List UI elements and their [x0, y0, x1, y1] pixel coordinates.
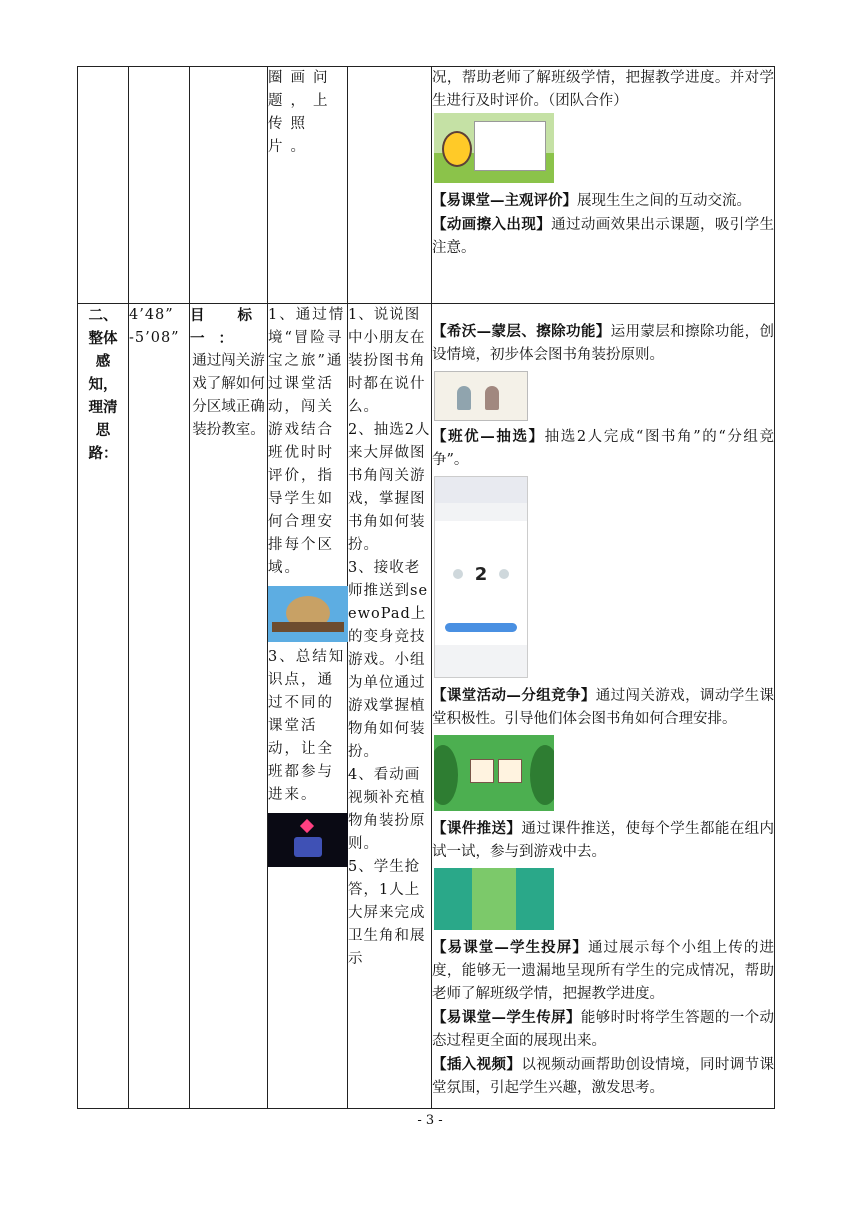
note-item: 【班优—抽选】抽选2人完成“图书角”的“分组竞争”。: [432, 428, 775, 468]
student-activity-item: 3、接收老师推送到seewoPad上的变身竞技游戏。小组为单位通过游戏掌握植物角如何装扮。: [348, 560, 429, 760]
stage-line: 感: [95, 353, 111, 370]
teacher-activity-3: 3、总结知识点，通过不同的课堂活动，让全班都参与进来。: [268, 649, 346, 803]
goal-title: 目 标一：: [190, 307, 267, 347]
note-item: 【易课堂—主观评价】展现生生之间的互动交流。: [432, 192, 751, 209]
random-pick-screenshot: [434, 476, 528, 678]
jungle-game-image: [434, 735, 554, 811]
activity-tail-text: 圈画问题，上传照片。: [268, 70, 336, 155]
design-notes-cell: [432, 304, 775, 1109]
teacher-activity-1: 1、通过情境“冒险寻宝之旅”通过课堂活动，闯关游戏结合班优时时评价，指导学生如何合理安排每个区域。: [268, 307, 346, 576]
page-number: - 3 -: [417, 1113, 443, 1128]
comic-scene-image: [434, 371, 528, 421]
treasure-map-image: [268, 586, 348, 642]
goal-cell: [190, 67, 268, 304]
teacher-activity-cell: [268, 67, 348, 304]
time-range: 4’48” -5’08”: [129, 307, 180, 346]
pick-count: 2: [474, 564, 488, 585]
student-activity-cell: [348, 304, 432, 1109]
note-item: 【易课堂—学生传屏】能够时时将学生答题的一个动态过程更全面的展现出来。: [432, 1009, 775, 1049]
teacher-activity-cell: [268, 304, 348, 1109]
stage-line: 二、: [88, 307, 118, 324]
note-text: 况，帮助老师了解班级学情，把握教学进度。并对学生进行及时评价。（团队合作）: [432, 70, 774, 109]
time-cell: [129, 304, 190, 1109]
lesson-plan-table: [77, 66, 775, 1109]
stage-line: 整体: [88, 330, 118, 347]
treasure-chest-image: [268, 813, 348, 867]
goal-cell: [190, 304, 268, 1109]
stage-cell: [78, 67, 129, 304]
table-row: [78, 304, 775, 1109]
design-notes-cell: [432, 67, 775, 304]
stage-line: 路：: [88, 445, 118, 462]
note-item: 【插入视频】以视频动画帮助创设情境，同时调节课堂氛围，引起学生兴趣，激发思考。: [432, 1056, 775, 1096]
student-activity-item: 2、抽选2人来大屏做图书角闯关游戏，掌握图书角如何装扮。: [348, 422, 431, 553]
goal-text: 通过闯关游戏了解如何分区域正确装扮教室。: [192, 353, 265, 438]
table-row: [78, 67, 775, 304]
note-item: 【课堂活动—分组竞争】通过闯关游戏，调动学生课堂积极性。引导他们体会图书角如何合理安排。: [432, 687, 774, 727]
bee-slide-image: [434, 113, 554, 183]
student-activity-item: 4、看动画视频补充植物角装扮原则。: [348, 767, 426, 852]
stage-cell: [78, 304, 129, 1109]
stage-line: 思: [95, 422, 111, 439]
note-item: 【希沃—蒙层、擦除功能】运用蒙层和擦除功能，创设情境，初步体会图书角装扮原则。: [432, 323, 775, 363]
push-game-image: [434, 868, 554, 930]
student-activity-item: 1、说说图中小朋友在装扮图书角时都在说什么。: [348, 307, 426, 415]
note-item: 【动画擦入出现】通过动画效果出示课题，吸引学生注意。: [432, 216, 775, 256]
time-cell: [129, 67, 190, 304]
student-activity-cell: [348, 67, 432, 304]
stage-line: 知，: [88, 376, 118, 393]
note-item: 【易课堂—学生投屏】通过展示每个小组上传的进度，能够无一遗漏地呈现所有学生的完成情况，帮助老师了解班级学情，把握教学进度。: [432, 939, 774, 1002]
stage-line: 理清: [88, 399, 118, 416]
note-item: 【课件推送】通过课件推送，使每个学生都能在组内试一试，参与到游戏中去。: [432, 820, 775, 860]
student-activity-item: 5、学生抢答，1人上大屏来完成卫生角和展示: [348, 859, 426, 967]
